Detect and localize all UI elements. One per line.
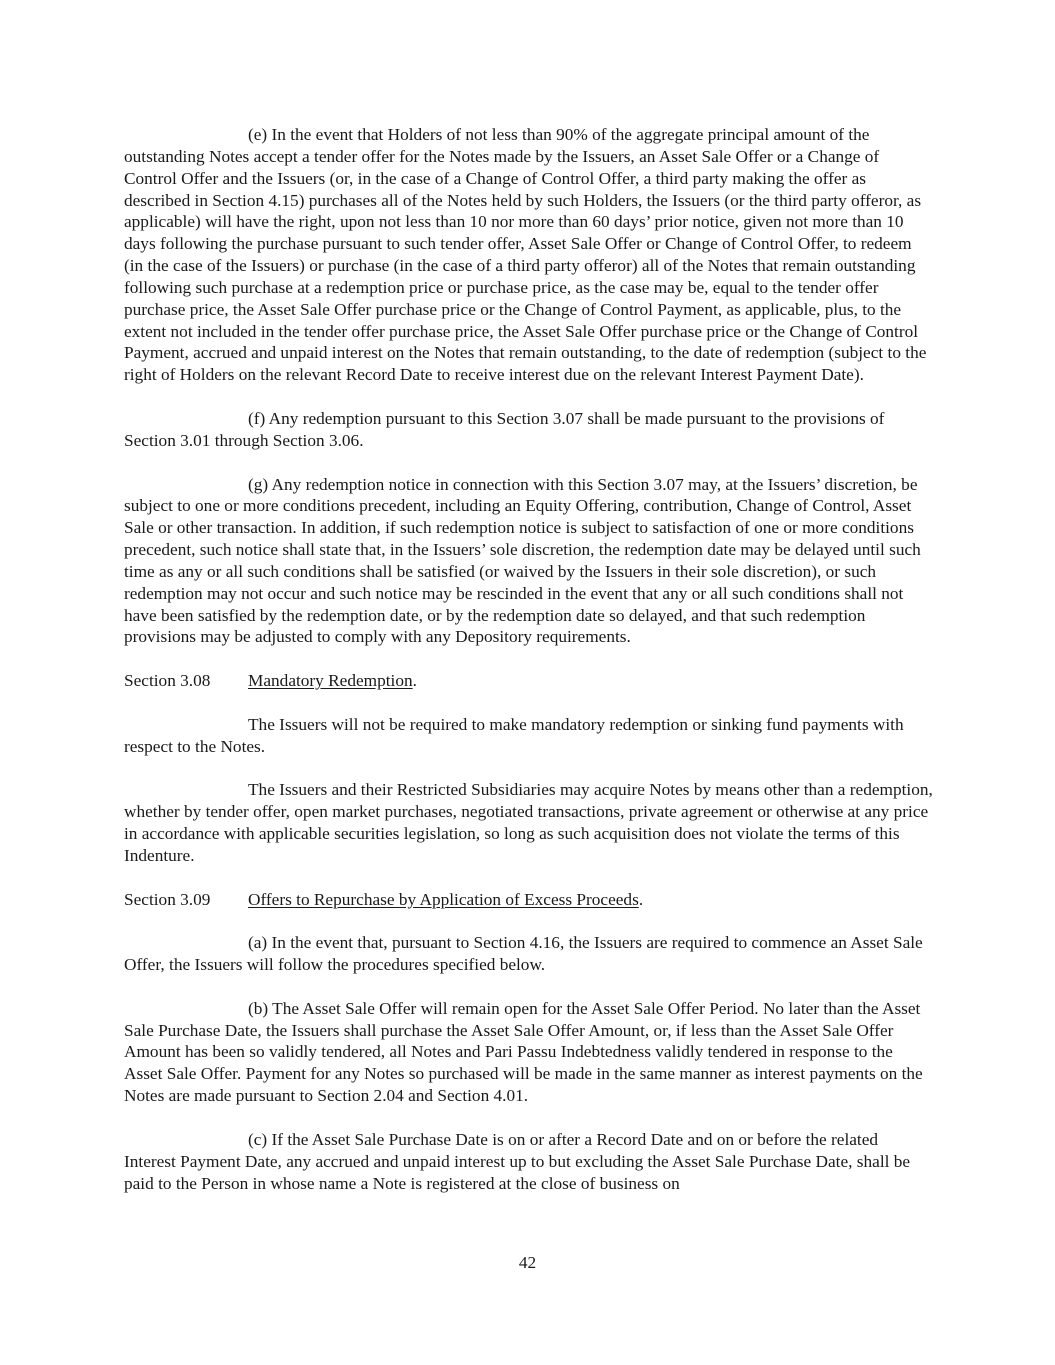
paragraph-g: (g) Any redemption notice in connection with this Section 3.07 may, at the Issuers’ discretion, be subject to one or more conditions precedent, including an Equity Offering, contribution, Change of Control, Asset Sale or other transaction. In addition, if such redemption notice is subject to satisfaction of one or more conditions precedent, such notice shall state that, in the Issuers’ sole discretion, the redemption date may be delayed until such time as any or all such conditions shall be satisfied (or waived by the Issuers in their sole discretion), or such redemption may not occur and such notice may be rescinded in the event that any or all such conditions shall not have been satisfied by the redemption date, or by the redemption date so delayed, and that such redemption provisions may be adjusted to comply with any Depository requirements. [124,474,921,647]
page-number: 42 [518,1253,537,1272]
section-309-paragraph-b: (b) The Asset Sale Offer will remain open for the Asset Sale Offer Period. No later than the Asset Sale Purchase Date, the Issuers shall purchase the Asset Sale Offer Amount, or, if less than the Asset Sale Offer Amount has been so validly tendered, all Notes and Pari Passu Indebtedness validly tendered in response to the Asset Sale Offer. Payment for any Notes so purchased will be made in the same manner as interest payments on the Notes are made pursuant to Section 2.04 and Section 4.01. [124,998,923,1106]
section-308-number: Section 3.08 [124,671,211,691]
section-308-title: Mandatory Redemption [248,671,413,691]
paragraph-f: (f) Any redemption pursuant to this Section 3.07 shall be made pursuant to the provisions of Section 3.01 through Section 3.06. [124,408,885,450]
section-308-heading [124,670,934,692]
section-309-paragraph-a: (a) In the event that, pursuant to Section 4.16, the Issuers are required to commence an Asset Sale Offer, the Issuers will follow the procedures specified below. [124,933,923,975]
paragraph-e: (e) In the event that Holders of not less than 90% of the aggregate principal amount of the outstanding Notes accept a tender offer for the Notes made by the Issuers, an Asset Sale Offer or a Change of Control Offer and the Issuers (or, in the case of a Change of Control Offer, a third party making the offer as described in Section 4.15) purchases all of the Notes held by such Holders, the Issuers (or the third party offeror, as applicable) will have the right, upon not less than 10 nor more than 60 days’ prior notice, given not more than 10 days following the purchase pursuant to such tender offer, Asset Sale Offer or Change of Control Offer, to redeem (in the case of the Issuers) or purchase (in the case of a third party offeror) all of the Notes that remain outstanding following such purchase at a redemption price or purchase price, as the case may be, equal to the tender offer purchase price, the Asset Sale Offer purchase price or the Change of Control Payment, as applicable, plus, to the extent not included in the tender offer purchase price, the Asset Sale Offer purchase price or the Change of Control Payment, accrued and unpaid interest on the Notes that remain outstanding, to the date of redemption (subject to the right of Holders on the relevant Record Date to receive interest due on the relevant Interest Payment Date). [124,125,927,385]
section-309-suffix: . [638,889,644,909]
document-body [124,124,934,1216]
section-309-title: Offers to Repurchase by Application of Excess Proceeds [248,889,639,909]
section-308-paragraph-2: The Issuers and their Restricted Subsidiaries may acquire Notes by means other than a redemption, whether by tender offer, open market purchases, negotiated transactions, private agreement or otherwise at any price in accordance with applicable securities legislation, so long as such acquisition does not violate the terms of this Indenture. [124,780,933,865]
section-309-paragraph-c: (c) If the Asset Sale Purchase Date is on or after a Record Date and on or before the related Interest Payment Date, any accrued and unpaid interest up to but excluding the Asset Sale Purchase Date, shall be paid to the Person in whose name a Note is registered at the close of business on [124,1129,911,1193]
section-308-paragraph-1: The Issuers will not be required to make mandatory redemption or sinking fund payments with respect to the Notes. [124,714,904,756]
section-309-heading [124,889,934,911]
section-308-suffix: . [412,671,417,691]
section-309-number: Section 3.09 [124,889,211,909]
